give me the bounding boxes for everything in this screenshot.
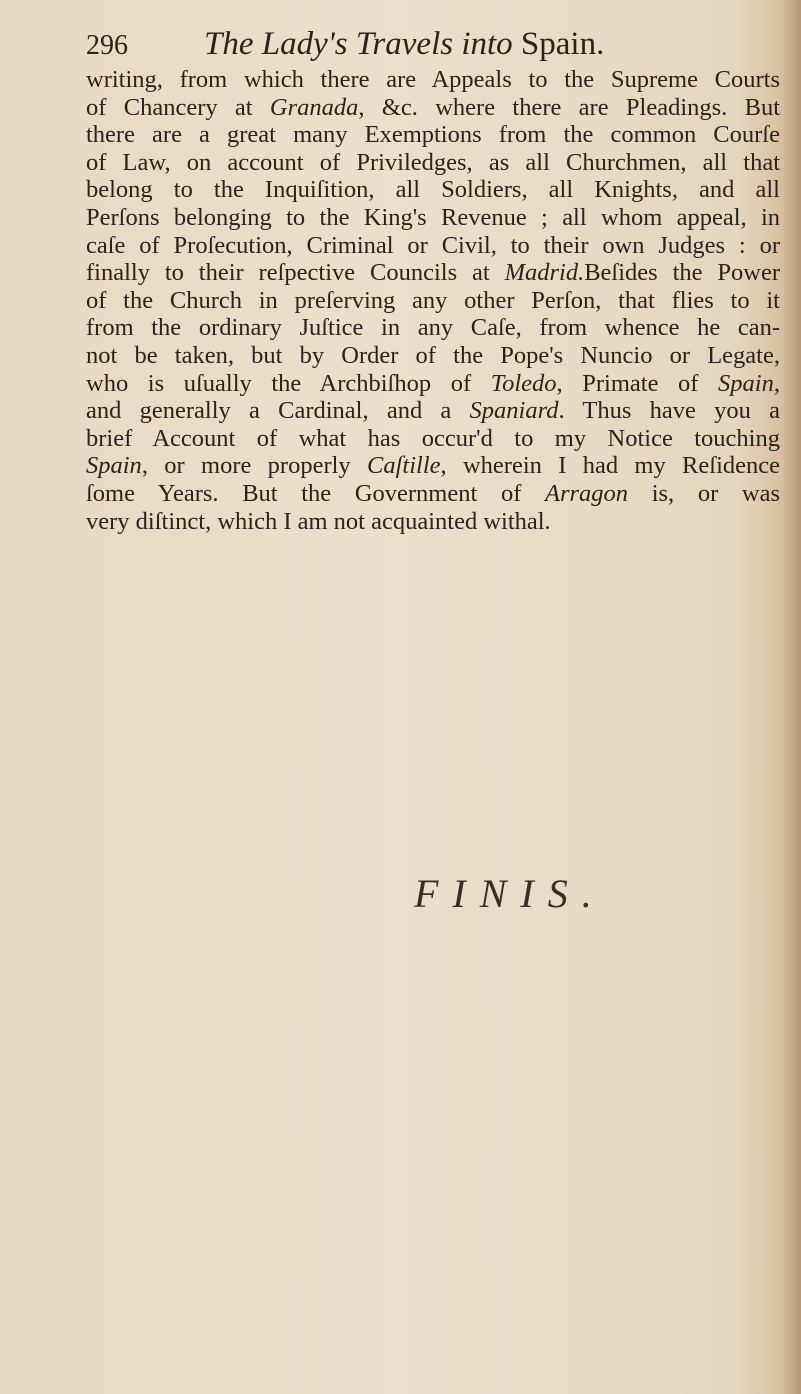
page-number: 296 [86,30,128,61]
running-title [204,26,604,63]
text-segment: Perſons belonging to the King's Revenue ; all whom appeal, in [86,203,780,231]
text-segment: , &c. where there are Pleadings. But [358,93,781,121]
italic-text: Madrid. [504,259,585,287]
text-segment: , [773,369,780,397]
italic-text: Caſtille [367,452,441,480]
text-line [86,342,780,370]
running-header [86,26,626,66]
text-segment: of the Church in preſerving any other Perſon, that flies to it [86,286,780,314]
text-segment: of Law, on account of Priviledges, as all Churchmen, all that [86,148,780,176]
italic-text: Spain [86,452,142,480]
italic-text: Spain [718,369,774,397]
running-title-place: Spain. [520,26,605,62]
text-line [86,204,780,232]
text-segment: , Primate of [556,369,719,397]
text-segment: Beſides the Power [584,259,780,287]
text-line [86,94,780,122]
italic-text: Spaniard [469,397,559,425]
text-segment: brief Account of what has occur'd to my Notice touching [86,424,780,452]
text-segment: and generally a Cardinal, and a [86,397,470,425]
text-line [86,232,780,260]
text-line [86,397,780,425]
text-line [86,287,780,315]
text-segment: . Thus have you a [558,397,780,425]
italic-text: Granada [269,93,359,121]
text-segment: , or more properly [141,452,368,480]
running-title-text: The Lady's Travels into [204,26,513,62]
text-line [86,121,780,149]
text-line [86,314,780,342]
text-segment: , wherein I had my Reſidence [440,452,780,480]
text-segment: there are a great many Exemptions from the common Courſe [86,121,780,149]
body-text [86,66,780,535]
text-line [86,452,780,480]
text-line [86,66,780,94]
text-line [86,508,780,536]
text-line [86,425,780,453]
text-line [86,370,780,398]
text-segment: is, or was [628,479,780,507]
text-segment: ſome Years. But the Government of [86,479,546,507]
page-edge-shadow [783,0,801,1394]
text-segment: writing, from which there are Appeals to the Supreme Courts [86,66,780,93]
text-line [86,149,780,177]
text-segment: of Chancery at [86,93,270,121]
text-segment: from the ordinary Juſtice in any Caſe, from whence he can- [86,314,780,342]
italic-text: Arragon [545,479,629,507]
text-segment: caſe of Proſecution, Criminal or Civil, to their own Judges : or [86,231,780,259]
text-line [86,480,780,508]
finis-text: FINIS. [414,871,606,916]
text-segment: not be taken, but by Order of the Pope's Nuncio or Legate, [86,341,780,369]
text-segment: finally to their reſpective Councils at [86,259,505,287]
text-line [86,259,780,287]
text-segment: who is uſually the Archbiſhop of [86,369,491,397]
text-segment: belong to the Inquiſition, all Soldiers, all Knights, and all [86,176,780,204]
text-line [86,176,780,204]
text-segment: very diſtinct, which I am not acquainted withal. [86,507,551,535]
italic-text: Toledo [490,369,557,397]
